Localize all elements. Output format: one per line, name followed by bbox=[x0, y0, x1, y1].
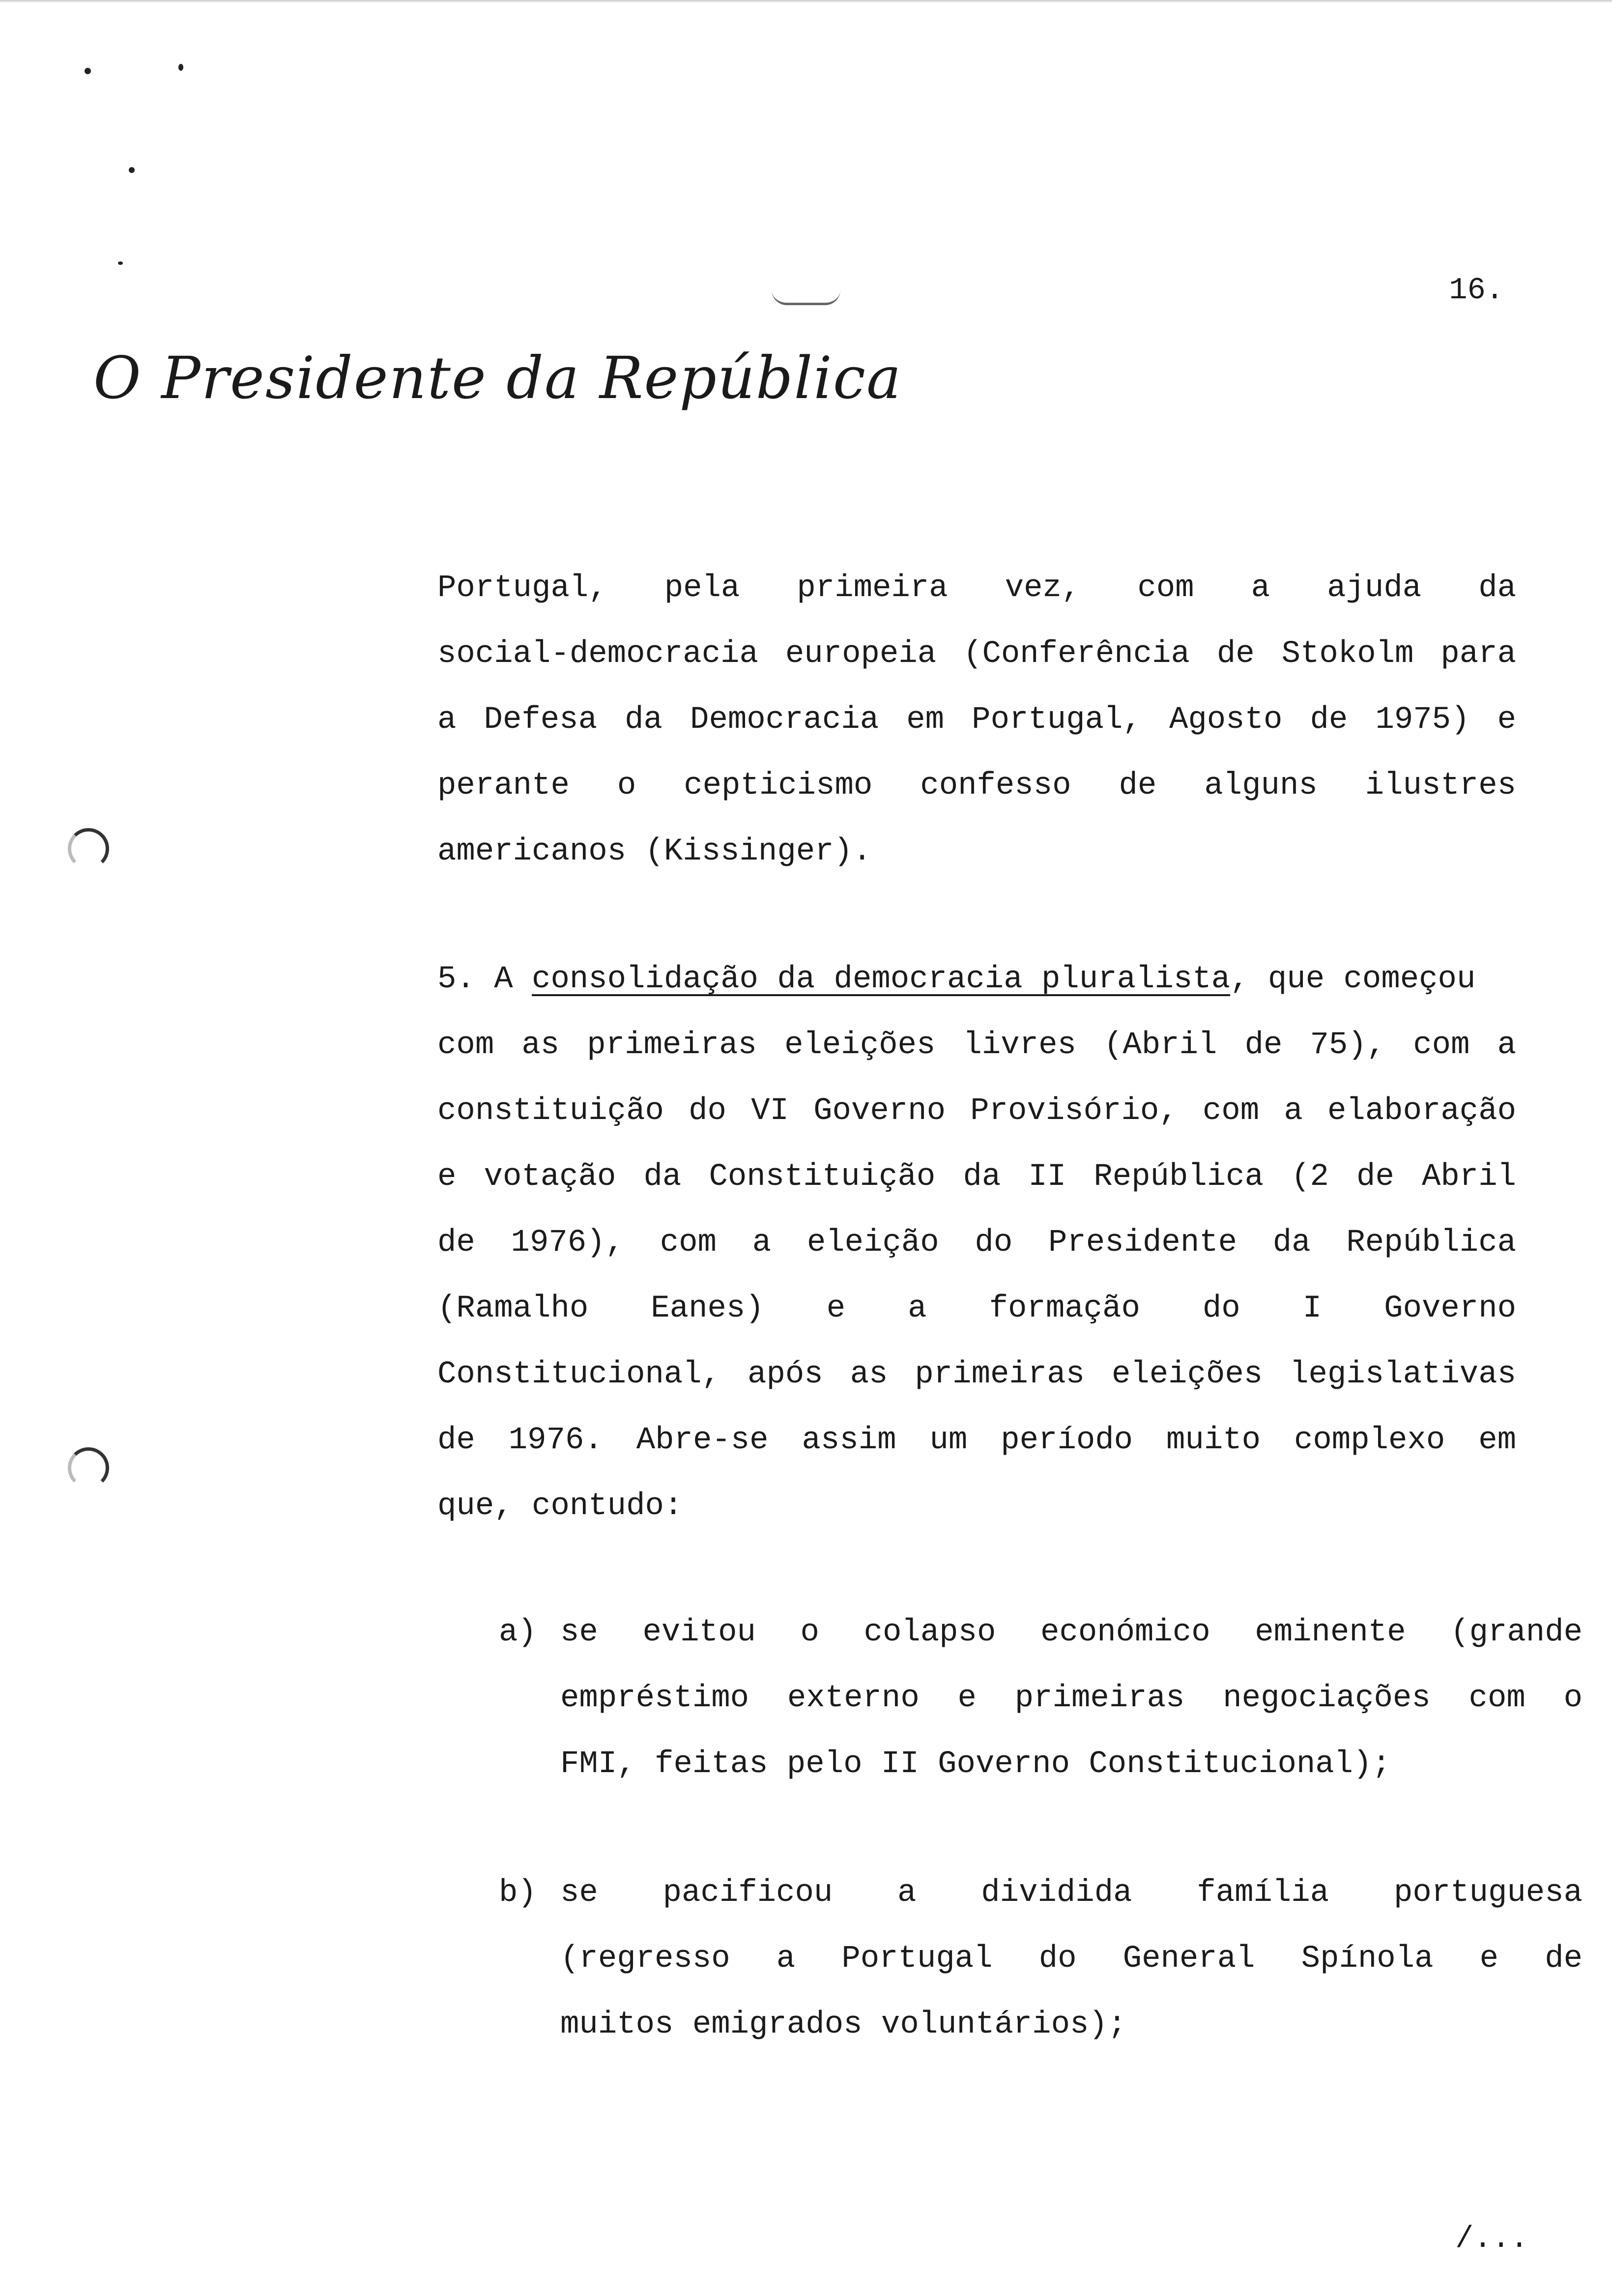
section-number: 5. A bbox=[437, 962, 532, 997]
text-line: (Ramalho Eanes) e a formação do I Governo bbox=[437, 1291, 1516, 1326]
text-line: a Defesa da Democracia em Portugal, Agosto de 1975) e bbox=[437, 702, 1516, 738]
text-line: Constitucional, após as primeiras eleições legislativas bbox=[437, 1357, 1516, 1392]
text-line: Portugal, pela primeira vez, com a ajuda da bbox=[437, 571, 1516, 606]
text-line: social-democracia europeia (Conferência de Stokolm para bbox=[437, 636, 1516, 672]
scan-speck bbox=[129, 167, 135, 173]
faint-seal-mark bbox=[772, 290, 840, 305]
punch-hole bbox=[68, 1447, 109, 1489]
scan-top-edge bbox=[0, 0, 1612, 3]
text-line: americanos (Kissinger). bbox=[437, 834, 872, 869]
paragraph-heading-line bbox=[437, 947, 1516, 1012]
list-item-b bbox=[499, 1860, 1583, 2058]
list-item-line: (regresso a Portugal do General Spínola e de bbox=[560, 1941, 1583, 1977]
heading-continuation: , que começou bbox=[1230, 962, 1476, 997]
list-item-a bbox=[499, 1600, 1583, 1797]
list-marker: b) bbox=[499, 1875, 537, 1911]
continuation-mark: /... bbox=[1455, 2221, 1528, 2256]
list-item-line: muitos emigrados voluntários); bbox=[560, 2007, 1127, 2042]
text-line: que, contudo: bbox=[437, 1489, 683, 1524]
text-line: constituição do VI Governo Provisório, com a elaboração bbox=[437, 1093, 1516, 1129]
scan-speck bbox=[178, 64, 183, 71]
list-item-line: FMI, feitas pelo II Governo Constitucional); bbox=[560, 1747, 1391, 1782]
scan-speck bbox=[85, 68, 91, 74]
paragraph-continued bbox=[437, 555, 1516, 885]
list-item-line: se pacificou a dividida família portuguesa bbox=[560, 1875, 1583, 1911]
underlined-topic: consolidação da democracia pluralista bbox=[532, 962, 1231, 997]
list-item-line: empréstimo externo e primeiras negociações com o bbox=[560, 1681, 1583, 1716]
scan-speck bbox=[118, 261, 123, 265]
list-item-line: se evitou o colapso económico eminente (grande bbox=[560, 1615, 1583, 1650]
text-line: com as primeiras eleições livres (Abril de 75), com a bbox=[437, 1028, 1516, 1063]
paragraph-5 bbox=[437, 947, 1516, 1539]
presidential-letterhead: O Presidente da República bbox=[93, 344, 902, 412]
page-number: 16. bbox=[1449, 273, 1504, 308]
text-line: perante o cepticismo confesso de alguns ilustres bbox=[437, 768, 1516, 804]
list-marker: a) bbox=[499, 1615, 537, 1650]
punch-hole bbox=[68, 828, 109, 869]
text-line: de 1976. Abre-se assim um período muito complexo em bbox=[437, 1423, 1516, 1458]
text-line: de 1976), com a eleição do Presidente da República bbox=[437, 1225, 1516, 1261]
text-line: e votação da Constituição da II República (2 de Abril bbox=[437, 1159, 1516, 1195]
